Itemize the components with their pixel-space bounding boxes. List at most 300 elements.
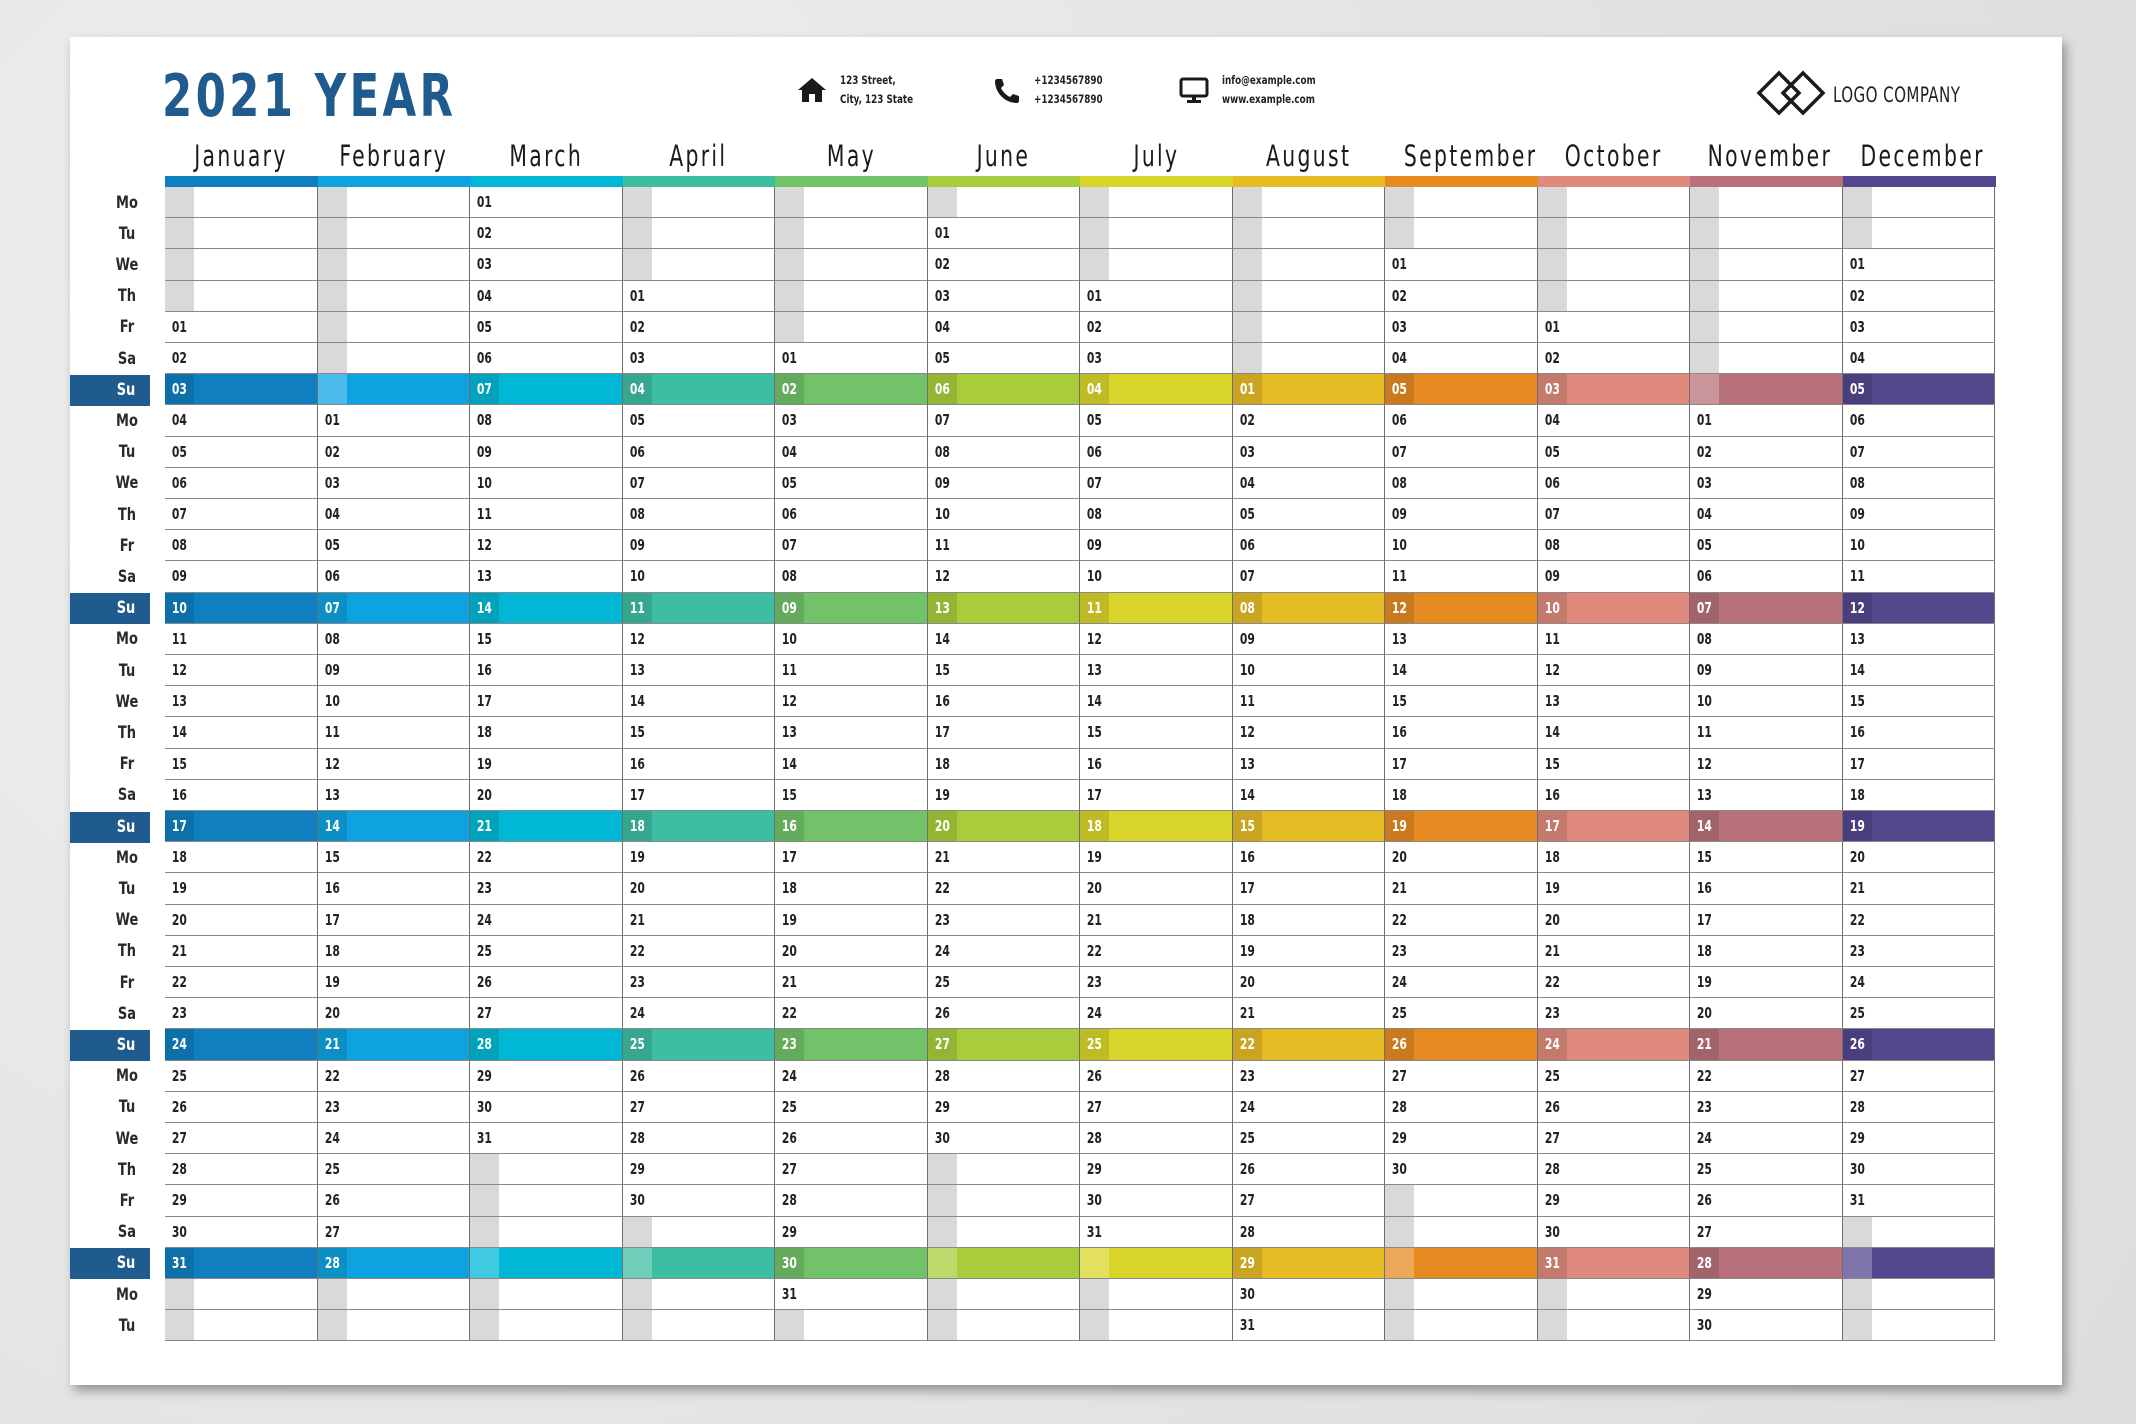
day-number: 26 — [1544, 1097, 1560, 1116]
day-number: 15 — [1391, 692, 1408, 711]
day-cell — [928, 530, 1081, 561]
day-number: 27 — [1391, 1066, 1408, 1085]
day-cell — [1233, 561, 1386, 592]
weekday-label-text: Mo — [116, 1284, 138, 1305]
empty-day-cell — [1690, 281, 1843, 312]
day-number: 07 — [1239, 567, 1255, 586]
day-cell — [318, 1029, 471, 1060]
day-number: 22 — [934, 879, 950, 898]
day-cell — [775, 717, 928, 748]
day-number: 09 — [1849, 505, 1865, 523]
empty-day-cell — [1690, 218, 1843, 249]
day-number: 28 — [1544, 1160, 1560, 1179]
month-name-december — [1843, 139, 1995, 173]
day-cell — [928, 343, 1081, 374]
day-cell — [928, 717, 1081, 748]
weekday-label-text: Fr — [119, 535, 135, 556]
day-number: 24 — [934, 941, 950, 960]
day-number: 07 — [934, 411, 950, 430]
empty-day-cell — [775, 1310, 928, 1341]
day-number: 16 — [1239, 848, 1255, 867]
day-cell — [1538, 437, 1691, 468]
day-cell — [623, 405, 776, 436]
day-number: 08 — [1086, 505, 1103, 523]
day-number: 07 — [324, 598, 340, 617]
empty-day-cell — [1538, 281, 1691, 312]
day-number: 05 — [1696, 536, 1713, 555]
day-number: 12 — [1696, 754, 1713, 773]
day-number: 20 — [1239, 973, 1255, 991]
day-number: 29 — [1239, 1253, 1255, 1272]
day-number: 02 — [781, 380, 798, 399]
empty-day-cell — [1385, 187, 1538, 218]
phone-line-2: +1234567890 — [1034, 92, 1103, 106]
day-cell — [1690, 561, 1843, 592]
day-number: 01 — [934, 224, 950, 243]
day-cell — [1233, 873, 1386, 904]
day-number: 23 — [1391, 941, 1408, 960]
empty-day-cell — [928, 187, 1081, 218]
day-cell — [1080, 405, 1233, 436]
month-name-march — [470, 139, 622, 173]
day-cell — [1385, 686, 1538, 717]
month-color-bar — [775, 176, 928, 187]
day-cell — [1690, 1123, 1843, 1154]
weekday-label-text: Mo — [116, 1066, 138, 1087]
empty-day-cell — [318, 312, 471, 343]
weekday-label-text: Tu — [118, 878, 136, 899]
day-cell — [775, 624, 928, 655]
day-cell — [775, 499, 928, 530]
day-number: 12 — [629, 629, 645, 648]
day-cell — [470, 561, 623, 592]
day-number: 24 — [476, 910, 493, 929]
day-number: 16 — [781, 817, 798, 835]
weekday-label-text: We — [115, 691, 139, 712]
day-number: 25 — [324, 1160, 340, 1179]
day-cell — [1538, 1029, 1691, 1060]
day-cell — [775, 1279, 928, 1310]
day-cell — [1538, 1185, 1691, 1216]
day-cell — [928, 749, 1081, 780]
day-number: 24 — [324, 1129, 340, 1147]
day-number: 13 — [171, 692, 188, 711]
day-cell — [623, 1092, 776, 1123]
weekday-label-text: Su — [116, 598, 136, 619]
day-number: 22 — [1239, 1035, 1255, 1054]
day-cell — [1385, 374, 1538, 405]
day-cell — [1843, 655, 1996, 686]
day-cell — [623, 1061, 776, 1092]
day-cell — [1385, 967, 1538, 998]
empty-day-cell — [1538, 218, 1691, 249]
day-cell — [1233, 1310, 1386, 1341]
day-cell — [1843, 1092, 1996, 1123]
day-number: 21 — [781, 973, 798, 991]
day-cell — [928, 468, 1081, 499]
month-color-bar — [470, 176, 623, 187]
day-number: 14 — [1544, 723, 1560, 742]
month-color-bar — [623, 176, 776, 187]
day-number: 03 — [171, 380, 188, 399]
day-cell — [1690, 624, 1843, 655]
day-number: 08 — [171, 536, 188, 555]
day-cell — [1690, 811, 1843, 842]
day-cell — [1080, 561, 1233, 592]
day-number: 18 — [1849, 785, 1865, 804]
day-number: 29 — [1544, 1191, 1560, 1210]
day-number: 08 — [1849, 473, 1865, 492]
day-number: 30 — [1696, 1316, 1713, 1335]
day-number: 29 — [1086, 1160, 1103, 1179]
day-number: 20 — [629, 879, 645, 898]
day-number: 05 — [781, 473, 798, 492]
day-cell — [928, 437, 1081, 468]
day-number: 28 — [629, 1129, 645, 1147]
day-number: 10 — [476, 473, 493, 492]
empty-day-cell — [1233, 187, 1386, 218]
day-cell — [1233, 1029, 1386, 1060]
day-number: 26 — [1849, 1035, 1865, 1054]
day-cell — [623, 998, 776, 1029]
day-number: 20 — [1086, 879, 1103, 898]
day-number: 25 — [1849, 1004, 1865, 1023]
day-cell — [318, 530, 471, 561]
empty-day-cell — [470, 1185, 623, 1216]
weekday-label-text: Th — [117, 941, 137, 962]
day-number: 04 — [324, 505, 340, 523]
day-cell — [318, 905, 471, 936]
day-number: 16 — [1849, 723, 1865, 742]
empty-day-cell — [470, 1217, 623, 1248]
weekday-label-text: Th — [117, 1159, 137, 1180]
day-number: 16 — [1544, 785, 1560, 804]
month-color-bar — [928, 176, 1081, 187]
day-number: 21 — [171, 941, 188, 960]
day-cell — [1080, 998, 1233, 1029]
day-number: 04 — [1239, 473, 1255, 492]
day-cell — [1233, 405, 1386, 436]
day-cell — [1080, 624, 1233, 655]
day-number: 04 — [476, 286, 493, 305]
day-number: 09 — [1544, 567, 1560, 586]
empty-day-cell — [1690, 187, 1843, 218]
empty-day-cell — [1843, 1217, 1996, 1248]
day-cell — [1538, 343, 1691, 374]
day-cell — [1843, 780, 1996, 811]
day-number: 14 — [324, 817, 340, 835]
day-cell — [165, 561, 318, 592]
day-number: 14 — [1086, 692, 1103, 711]
day-cell — [1843, 374, 1996, 405]
weekday-label-text: Mo — [116, 847, 138, 868]
day-number: 26 — [629, 1066, 645, 1085]
calendar-sheet — [70, 37, 2062, 1385]
day-number: 02 — [934, 255, 950, 274]
day-cell — [928, 1029, 1081, 1060]
day-number: 15 — [1239, 817, 1255, 835]
day-cell — [165, 780, 318, 811]
day-number: 21 — [1239, 1004, 1255, 1023]
day-number: 17 — [1086, 785, 1103, 804]
day-number: 17 — [1239, 879, 1255, 898]
weekday-label — [70, 344, 151, 375]
month-color-bar — [1233, 176, 1386, 187]
day-number: 09 — [629, 536, 645, 555]
day-cell — [318, 405, 471, 436]
day-cell — [775, 343, 928, 374]
day-cell — [165, 686, 318, 717]
day-cell — [1690, 873, 1843, 904]
day-cell — [623, 873, 776, 904]
day-number: 09 — [1391, 505, 1408, 523]
day-cell — [470, 593, 623, 624]
day-number: 02 — [1544, 349, 1560, 367]
day-number: 25 — [629, 1035, 645, 1054]
empty-day-cell — [165, 187, 318, 218]
day-number: 16 — [171, 785, 188, 804]
month-name-may — [775, 139, 927, 173]
day-cell — [1385, 593, 1538, 624]
day-cell — [1538, 1061, 1691, 1092]
interlocked-diamonds-logo-icon — [1755, 67, 1827, 123]
day-number: 27 — [171, 1129, 188, 1147]
address-block — [796, 71, 926, 109]
day-cell — [623, 561, 776, 592]
day-cell — [775, 1123, 928, 1154]
day-number: 11 — [1544, 629, 1560, 648]
day-cell — [318, 655, 471, 686]
day-cell — [470, 249, 623, 280]
empty-day-cell — [1233, 218, 1386, 249]
empty-day-cell — [623, 187, 776, 218]
day-number: 19 — [934, 785, 950, 804]
day-number: 21 — [1391, 879, 1408, 898]
day-number: 04 — [781, 442, 798, 461]
day-number: 04 — [1544, 411, 1560, 430]
day-cell — [1843, 1123, 1996, 1154]
weekday-label — [70, 562, 151, 593]
day-cell — [1690, 468, 1843, 499]
weekday-label-text: Su — [116, 816, 136, 837]
day-number: 30 — [1391, 1160, 1408, 1179]
day-number: 08 — [781, 567, 798, 586]
day-number: 25 — [1239, 1129, 1255, 1147]
day-cell — [1690, 1310, 1843, 1341]
day-cell — [1233, 686, 1386, 717]
day-number: 16 — [476, 661, 493, 679]
day-number: 24 — [1391, 973, 1408, 991]
day-cell — [1080, 530, 1233, 561]
day-cell — [623, 842, 776, 873]
day-cell — [470, 1092, 623, 1123]
month-color-bar — [318, 176, 471, 187]
day-number: 31 — [1086, 1222, 1103, 1241]
day-cell — [623, 936, 776, 967]
empty-day-cell — [928, 1217, 1081, 1248]
day-number: 01 — [1086, 286, 1103, 305]
day-number: 13 — [1391, 629, 1408, 648]
day-number: 17 — [781, 848, 798, 867]
day-cell — [928, 780, 1081, 811]
day-number: 07 — [629, 473, 645, 492]
empty-day-cell — [1690, 343, 1843, 374]
day-cell — [1843, 624, 1996, 655]
day-cell — [1843, 905, 1996, 936]
day-number: 06 — [1696, 567, 1713, 586]
day-cell — [1538, 530, 1691, 561]
weekday-label — [70, 312, 151, 343]
day-number: 11 — [476, 505, 493, 523]
day-cell — [1690, 1248, 1843, 1279]
weekday-label-text: Fr — [119, 1190, 135, 1211]
weekday-label — [70, 468, 151, 499]
empty-day-cell — [318, 281, 471, 312]
day-number: 11 — [1696, 723, 1713, 742]
day-cell — [1233, 1279, 1386, 1310]
day-number: 02 — [1239, 411, 1255, 430]
day-number: 22 — [171, 973, 188, 991]
day-cell — [1690, 686, 1843, 717]
weekday-label — [70, 968, 151, 999]
day-cell — [470, 624, 623, 655]
day-cell — [1843, 967, 1996, 998]
day-number: 08 — [324, 629, 340, 648]
day-cell — [1843, 249, 1996, 280]
day-cell — [1690, 1279, 1843, 1310]
day-cell — [1080, 842, 1233, 873]
day-cell — [165, 1185, 318, 1216]
day-number: 15 — [934, 661, 950, 679]
weekday-label-text: Fr — [119, 754, 135, 775]
day-cell — [775, 967, 928, 998]
empty-day-cell — [1385, 1217, 1538, 1248]
weekday-label — [70, 936, 151, 967]
day-cell — [1385, 1061, 1538, 1092]
day-number: 18 — [1544, 848, 1560, 867]
day-cell — [1690, 1154, 1843, 1185]
day-cell — [318, 780, 471, 811]
weekday-label-text: We — [115, 473, 139, 494]
empty-day-cell — [1080, 187, 1233, 218]
weekday-label — [70, 219, 151, 250]
month-name-april — [623, 139, 775, 173]
weekday-label — [70, 656, 151, 687]
day-number: 21 — [629, 910, 645, 929]
day-number: 12 — [476, 536, 493, 555]
day-number: 19 — [1391, 817, 1408, 835]
day-cell — [470, 437, 623, 468]
day-number: 19 — [1086, 848, 1103, 867]
day-cell — [1690, 1217, 1843, 1248]
day-cell — [775, 593, 928, 624]
day-cell — [623, 655, 776, 686]
day-cell — [775, 1154, 928, 1185]
phone-line-1: +1234567890 — [1034, 73, 1103, 87]
day-number: 23 — [1544, 1004, 1560, 1023]
day-cell — [928, 842, 1081, 873]
day-cell — [623, 624, 776, 655]
day-number: 18 — [476, 723, 493, 742]
day-number: 27 — [1696, 1222, 1713, 1241]
day-cell — [165, 998, 318, 1029]
day-cell — [775, 811, 928, 842]
day-cell — [775, 905, 928, 936]
day-number: 10 — [324, 692, 340, 711]
day-cell — [1080, 717, 1233, 748]
day-number: 21 — [1849, 879, 1865, 898]
day-cell — [1233, 811, 1386, 842]
day-number: 19 — [1544, 879, 1560, 898]
day-cell — [470, 936, 623, 967]
day-cell — [775, 374, 928, 405]
weekday-label-sunday — [70, 812, 150, 843]
day-number: 12 — [1391, 598, 1408, 617]
day-number: 25 — [171, 1066, 188, 1085]
day-cell — [1233, 593, 1386, 624]
logo-text: LOGO COMPANY — [1832, 83, 1961, 107]
day-number: 07 — [1544, 505, 1560, 523]
day-number: 03 — [629, 349, 645, 367]
day-cell — [775, 530, 928, 561]
day-cell — [1385, 905, 1538, 936]
day-number: 20 — [171, 910, 188, 929]
day-number: 26 — [1239, 1160, 1255, 1179]
day-cell — [1233, 717, 1386, 748]
day-cell — [470, 717, 623, 748]
day-cell — [1233, 1061, 1386, 1092]
day-number: 14 — [781, 754, 798, 773]
empty-day-cell — [775, 187, 928, 218]
weekday-label-text: We — [115, 1128, 139, 1149]
day-cell — [165, 499, 318, 530]
day-cell — [1080, 468, 1233, 499]
company-logo — [1755, 67, 1992, 123]
day-cell — [928, 561, 1081, 592]
day-number: 04 — [1391, 349, 1408, 367]
day-cell — [165, 749, 318, 780]
day-cell — [1843, 686, 1996, 717]
day-cell — [1538, 749, 1691, 780]
day-number: 20 — [781, 941, 798, 960]
day-cell — [1233, 749, 1386, 780]
day-cell — [1538, 936, 1691, 967]
day-cell — [470, 905, 623, 936]
month-name-text: April — [669, 139, 728, 173]
day-number: 26 — [476, 973, 493, 991]
day-number: 27 — [629, 1097, 645, 1116]
day-number: 24 — [781, 1066, 798, 1085]
day-cell — [775, 1061, 928, 1092]
day-cell — [1538, 405, 1691, 436]
day-number: 04 — [1086, 380, 1103, 399]
day-cell — [1690, 1092, 1843, 1123]
day-cell — [470, 749, 623, 780]
month-name-text: October — [1564, 139, 1663, 173]
day-number: 30 — [934, 1129, 950, 1147]
empty-day-cell — [1538, 1279, 1691, 1310]
day-number: 30 — [629, 1191, 645, 1210]
month-name-july — [1080, 139, 1232, 173]
day-number: 03 — [1086, 349, 1103, 367]
day-cell — [1843, 561, 1996, 592]
day-number: 01 — [781, 349, 798, 367]
day-number: 14 — [1696, 817, 1713, 835]
day-number: 26 — [324, 1191, 340, 1210]
weekday-label — [70, 1217, 151, 1248]
empty-day-cell — [928, 1310, 1081, 1341]
day-cell — [1080, 593, 1233, 624]
